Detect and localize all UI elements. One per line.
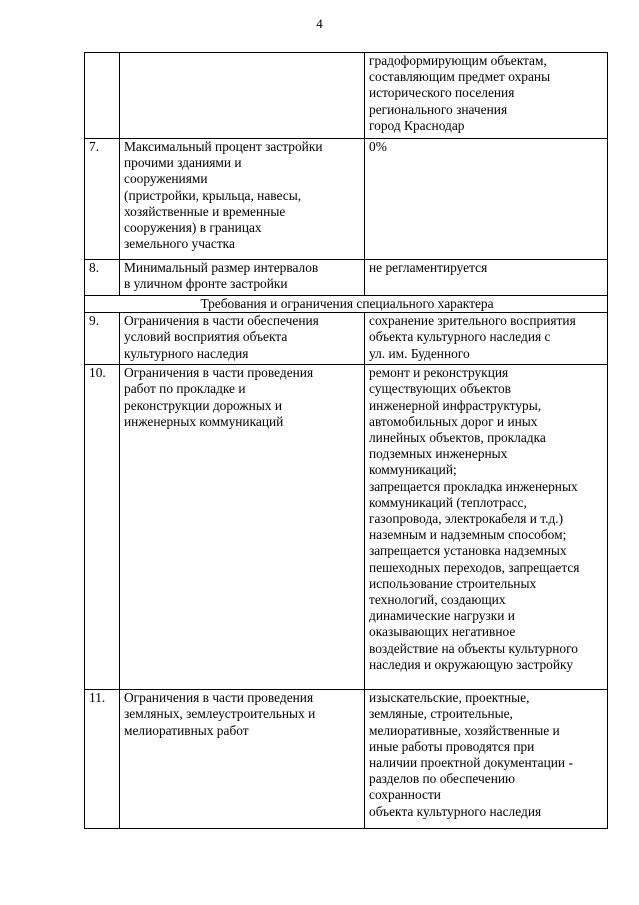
row-value: сохранение зрительного восприятия объекта культурного наследия с ул. им. Буденного — [365, 313, 608, 365]
row-number: 7. — [85, 139, 120, 260]
section-header-row — [85, 296, 608, 313]
table-row — [85, 139, 608, 260]
regulations-table — [84, 52, 608, 829]
row-parameter: Ограничения в части проведения земляных, землеустроительных и мелиоративных работ — [120, 690, 365, 829]
row-parameter: Максимальный процент застройки прочими зданиями и сооружениями (пристройки, крыльца, навесы, хозяйственные и временные сооружения) в границах земельного участка — [120, 139, 365, 260]
table-row — [85, 260, 608, 296]
table-row — [85, 690, 608, 829]
row-parameter: Минимальный размер интервалов в уличном фронте застройки — [120, 260, 365, 296]
row-parameter: Ограничения в части проведения работ по прокладке и реконструкции дорожных и инженерных коммуникаций — [120, 365, 365, 690]
page-number: 4 — [316, 16, 323, 31]
row-value: ремонт и реконструкция существующих объектов инженерной инфраструктуры, автомобильных дорог и иных линейных объектов, прокладка подземных инженерных коммуникаций; запрещается прокладка инженерных коммуникаций (теплотрасс, газопровода, электрокабеля и т.д.) наземным и надземным способом; запрещается установка надземных пешеходных переходов, запрещается использование строительных технологий, создающих динамические нагрузки и оказывающих негативное воздействие на объекты культурного наследия и окружающую застройку — [365, 365, 608, 690]
row-value: 0% — [365, 139, 608, 260]
row-value: изыскательские, проектные, земляные, строительные, мелиоративные, хозяйственные и иные работы проводятся при наличии проектной документации - разделов по обеспечению сохранности объекта культурного наследия — [365, 690, 608, 829]
table-row — [85, 313, 608, 365]
row-parameter — [120, 53, 365, 139]
row-number: 9. — [85, 313, 120, 365]
row-number — [85, 53, 120, 139]
row-number: 11. — [85, 690, 120, 829]
section-title: Требования и ограничения специального характера — [85, 296, 608, 313]
row-parameter: Ограничения в части обеспечения условий восприятия объекта культурного наследия — [120, 313, 365, 365]
row-value: градоформирующим объектам, составляющим предмет охраны исторического поселения регионального значения город Краснодар — [365, 53, 608, 139]
table-row — [85, 365, 608, 690]
row-number: 8. — [85, 260, 120, 296]
row-number: 10. — [85, 365, 120, 690]
table-row — [85, 53, 608, 139]
row-value: не регламентируется — [365, 260, 608, 296]
